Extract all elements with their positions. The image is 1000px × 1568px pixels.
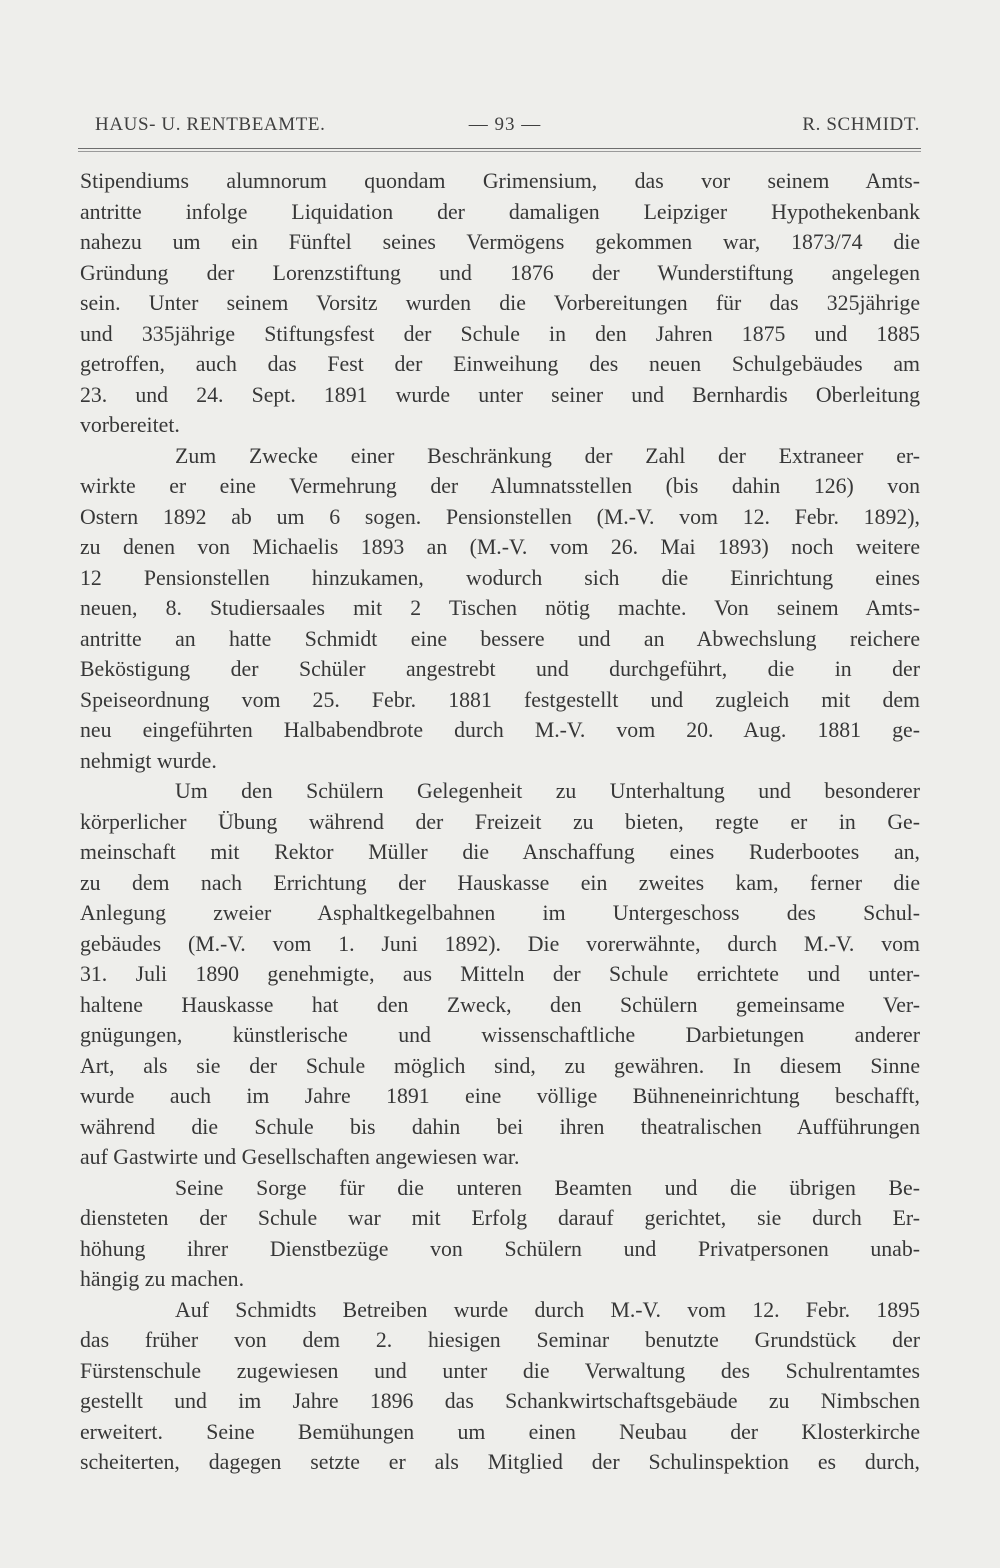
paragraph: [80, 441, 920, 777]
text-line: Auf Schmidts Betreiben wurde durch M.-V. vom 12. Febr. 1895: [175, 1297, 920, 1322]
text-line: Um den Schülern Gelegenheit zu Unterhaltung und besonderer: [175, 779, 920, 803]
text-line: erweitert. Seine Bemühungen um einen Neubau der Klosterkirche: [80, 1419, 920, 1444]
paragraph: [80, 1295, 920, 1478]
text-line: nahezu um ein Fünftel seines Vermögens gekommen war, 1873/74 die: [80, 230, 920, 254]
text-line: und 335jährige Stiftungsfest der Schule in den Jahren 1875 und 1885: [80, 321, 920, 346]
text-line: neu eingeführten Halbabendbrote durch M.-V. vom 20. Aug. 1881 ge-: [80, 718, 920, 742]
text-line: Ostern 1892 ab um 6 sogen. Pensionstellen (M.-V. vom 12. Febr. 1892),: [80, 504, 920, 529]
text-line: nehmigt wurde.: [80, 748, 217, 773]
text-line: vorbereitet.: [80, 413, 180, 437]
running-head-right: R. SCHMIDT.: [802, 114, 920, 135]
text-line: 23. und 24. Sept. 1891 wurde unter seiner und Bernhardis Oberleitung: [80, 382, 920, 407]
text-line: neuen, 8. Studiersaales mit 2 Tischen nötig machte. Von seinem Amts-: [80, 596, 920, 620]
text-line: Seine Sorge für die unteren Beamten und die übrigen Be-: [175, 1175, 920, 1200]
text-line: Fürstenschule zugewiesen und unter die Verwaltung des Schulrentamtes: [80, 1358, 920, 1383]
text-line: zu dem nach Errichtung der Hauskasse ein zweites kam, ferner die: [80, 870, 920, 895]
header-rule: [78, 148, 921, 152]
text-line: antritte an hatte Schmidt eine bessere und an Abwechslung reichere: [80, 626, 920, 651]
text-line: antritte infolge Liquidation der damaligen Leipziger Hypothekenbank: [80, 199, 920, 224]
text-line: 12 Pensionstellen hinzukamen, wodurch sich die Einrichtung eines: [80, 565, 920, 590]
text-line: höhung ihrer Dienstbezüge von Schülern und Privatpersonen unab-: [80, 1236, 920, 1261]
body-text: [80, 166, 920, 1478]
text-line: sein. Unter seinem Vorsitz wurden die Vorbereitungen für das 325jährige: [80, 291, 920, 315]
text-line: zu denen von Michaelis 1893 an (M.-V. vom 26. Mai 1893) noch weitere: [80, 535, 920, 559]
running-head: [95, 114, 920, 148]
text-line: diensteten der Schule war mit Erfolg darauf gerichtet, sie durch Er-: [80, 1206, 920, 1230]
text-line: auf Gastwirte und Gesellschaften angewiesen war.: [80, 1145, 520, 1169]
text-line: hängig zu machen.: [80, 1267, 245, 1291]
text-line: gebäudes (M.-V. vom 1. Juni 1892). Die vorerwähnte, durch M.-V. vom: [80, 931, 920, 956]
text-line: wirkte er eine Vermehrung der Alumnatsstellen (bis dahin 126) von: [80, 474, 920, 498]
text-line: Speiseordnung vom 25. Febr. 1881 festgestellt und zugleich mit dem: [80, 687, 920, 712]
text-line: meinschaft mit Rektor Müller die Anschaffung eines Ruderbootes an,: [80, 840, 920, 864]
text-line: haltene Hauskasse hat den Zweck, den Schülern gemeinsame Ver-: [80, 992, 920, 1017]
paragraph: [80, 166, 920, 441]
text-line: Art, als sie der Schule möglich sind, zu gewähren. In diesem Sinne: [80, 1053, 920, 1078]
text-line: Anlegung zweier Asphaltkegelbahnen im Untergeschoss des Schul-: [80, 901, 920, 925]
text-line: Gründung der Lorenzstiftung und 1876 der Wunderstiftung angelegen: [80, 260, 920, 285]
running-head-left: HAUS- U. RENTBEAMTE.: [95, 114, 326, 135]
text-line: 31. Juli 1890 genehmigte, aus Mitteln der Schule errichtete und unter-: [80, 962, 920, 986]
text-line: gnügungen, künstlerische und wissenschaftliche Darbietungen anderer: [80, 1023, 920, 1047]
text-line: während die Schule bis dahin bei ihren theatralischen Aufführungen: [80, 1114, 920, 1139]
paragraph: [80, 776, 920, 1173]
page-number: — 93 —: [468, 114, 542, 135]
text-line: körperlicher Übung während der Freizeit zu bieten, regte er in Ge-: [80, 809, 920, 834]
text-line: scheiterten, dagegen setzte er als Mitglied der Schulinspektion es durch,: [80, 1450, 920, 1474]
text-line: getroffen, auch das Fest der Einweihung des neuen Schulgebäudes am: [80, 352, 920, 376]
text-line: gestellt und im Jahre 1896 das Schankwirtschaftsgebäude zu Nimbschen: [80, 1389, 920, 1413]
text-line: Stipendiums alumnorum quondam Grimensium, das vor seinem Amts-: [80, 169, 920, 193]
text-line: Beköstigung der Schüler angestrebt und durchgeführt, die in der: [80, 657, 920, 681]
text-line: Zum Zwecke einer Beschränkung der Zahl der Extraneer er-: [175, 443, 920, 468]
paragraph: [80, 1173, 920, 1295]
text-line: das früher von dem 2. hiesigen Seminar benutzte Grundstück der: [80, 1328, 920, 1352]
text-line: wurde auch im Jahre 1891 eine völlige Bühneneinrichtung beschafft,: [80, 1084, 920, 1108]
